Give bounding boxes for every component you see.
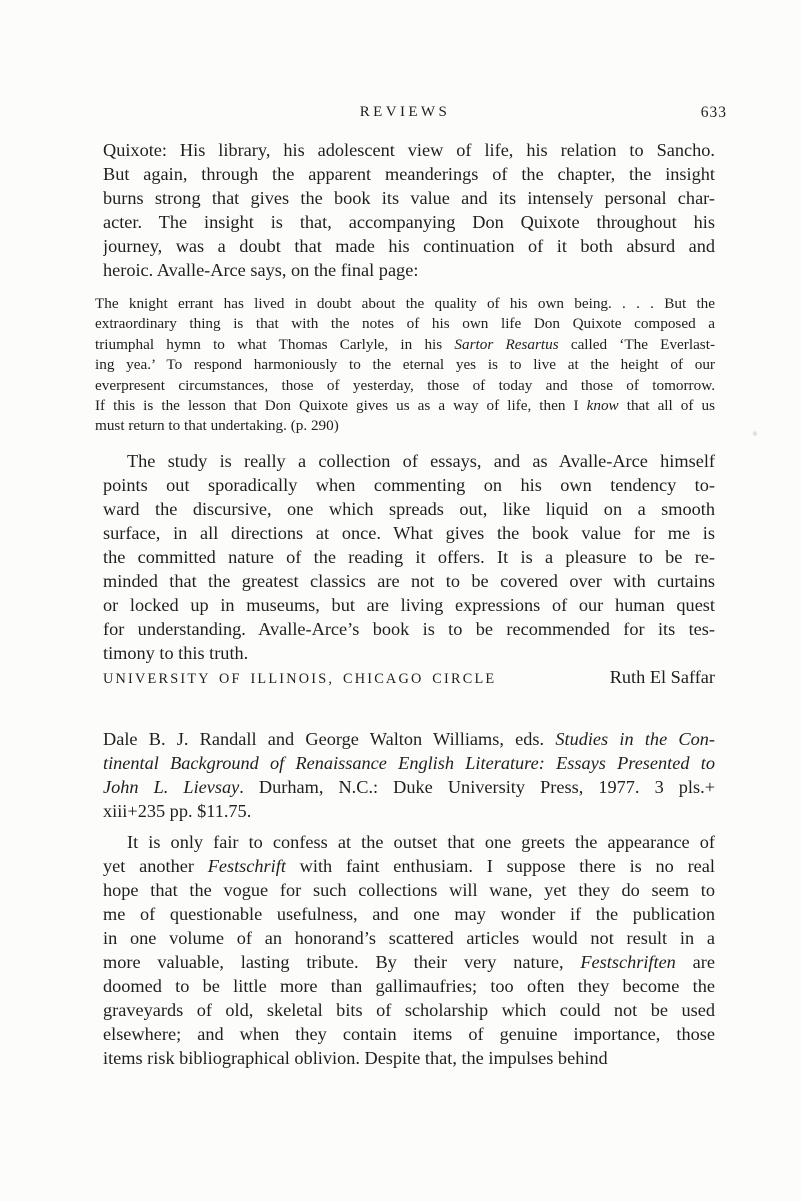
paragraph-block	[103, 830, 715, 1070]
italic-text: John L. Lievsay	[103, 776, 240, 797]
citation-block	[103, 727, 715, 823]
text-line	[103, 186, 715, 210]
text-line	[103, 234, 715, 258]
italic-text: Studies in the Con-	[555, 728, 715, 749]
text-line	[103, 593, 715, 617]
text-segment: are	[675, 951, 715, 972]
text-line	[103, 521, 715, 545]
text-segment: timony to this truth.	[103, 642, 249, 663]
text-segment: burns strong that gives the book its value and its intensely personal char-	[103, 188, 715, 208]
text-segment: that all of us	[618, 396, 715, 414]
paragraph-block	[103, 138, 715, 282]
text-line	[103, 998, 715, 1022]
text-line	[103, 751, 715, 775]
text-segment: extraordinary thing is that with the notes of his own life Don Quixote composed a	[95, 315, 715, 333]
text-segment: ward the discursive, one which spreads out, like liquid on a smooth	[103, 498, 715, 519]
text-line	[103, 854, 715, 878]
quote-block	[95, 294, 715, 437]
text-segment: points out sporadically when commenting on his own tendency to-	[103, 474, 715, 495]
page-number: 633	[700, 104, 727, 121]
text-segment: items risk bibliographical oblivion. Despite that, the impulses behind	[103, 1047, 608, 1068]
text-segment: hope that the vogue for such collections will wane, yet they do seem to	[103, 879, 715, 900]
text-segment: heroic. Avalle-Arce says, on the final page:	[103, 260, 419, 280]
text-segment: called ‘The Everlast-	[558, 335, 715, 353]
text-line	[103, 902, 715, 926]
italic-text: Festschriften	[580, 951, 676, 972]
text-line	[103, 497, 715, 521]
text-line	[95, 416, 715, 436]
italic-text: Sartor Resartus	[454, 335, 559, 353]
text-segment: in one volume of an honorand’s scattered articles would not result in a	[103, 927, 715, 948]
text-line	[95, 355, 715, 375]
text-line	[103, 1022, 715, 1046]
paragraph-block	[103, 449, 715, 665]
running-head-title: REVIEWS	[359, 104, 451, 120]
text-segment: or locked up in museums, but are living expressions of our human quest	[103, 594, 715, 615]
text-segment: minded that the greatest classics are not to be covered over with curtains	[103, 570, 715, 591]
text-line	[95, 376, 715, 396]
signature-author: Ruth El Saffar	[609, 666, 715, 687]
text-segment: me of questionable usefulness, and one may wonder if the publication	[103, 903, 715, 924]
text-segment: surface, in all directions at once. What gives the book value for me is	[103, 522, 715, 543]
signature-institution: UNIVERSITY OF ILLINOIS, CHICAGO CIRCLE	[103, 670, 497, 687]
text-segment: doomed to be little more than gallimaufries; too often they become the	[103, 975, 715, 996]
text-segment: for understanding. Avalle-Arce’s book is to be recommended for its tes-	[103, 618, 715, 639]
text-segment: the committed nature of the reading it offers. It is a pleasure to be re-	[103, 546, 715, 567]
text-line	[103, 569, 715, 593]
text-line	[103, 926, 715, 950]
text-line	[103, 449, 715, 473]
text-segment: elsewhere; and when they contain items of genuine importance, those	[103, 1023, 715, 1044]
text-segment: xiii+235 pp. $11.75.	[103, 800, 252, 821]
text-segment: must return to that undertaking. (p. 290)	[95, 417, 339, 435]
text-segment: acter. The insight is that, accompanying Don Quixote throughout his	[103, 212, 715, 232]
text-segment: If this is the lesson that Don Quixote gives us as a way of life, then I	[95, 396, 587, 414]
text-line	[95, 396, 715, 416]
text-line	[103, 1046, 715, 1070]
italic-text: tinental Background of Renaissance English Literature: Essays Presented to	[103, 752, 715, 773]
text-segment: triumphal hymn to what Thomas Carlyle, in his	[95, 335, 455, 353]
text-line	[103, 545, 715, 569]
text-line	[103, 258, 715, 282]
text-line	[103, 162, 715, 186]
text-line	[95, 314, 715, 334]
text-segment: It is only fair to confess at the outset that one greets the appearance of	[127, 831, 715, 852]
text-line	[103, 950, 715, 974]
text-segment: everpresent circumstances, those of yesterday, those of today and those of tomorrow.	[95, 376, 715, 394]
text-segment: ing yea.’ To respond harmoniously to the eternal yes is to live at the height of our	[95, 356, 715, 374]
text-column	[95, 104, 727, 1070]
text-line	[103, 641, 715, 665]
text-segment: . Durham, N.C.: Duke University Press, 1977. 3 pls.+	[239, 776, 715, 797]
italic-text: Festschrift	[207, 855, 286, 876]
text-segment: The study is really a collection of essays, and as Avalle-Arce himself	[127, 450, 715, 471]
text-segment: more valuable, lasting tribute. By their very nature,	[103, 951, 581, 972]
text-line	[95, 294, 715, 314]
italic-text: know	[586, 396, 619, 414]
text-segment: Quixote: His library, his adolescent view of life, his relation to Sancho.	[103, 140, 715, 160]
text-line	[103, 210, 715, 234]
running-head	[95, 104, 727, 126]
text-line	[103, 799, 715, 823]
text-segment: But again, through the apparent meanderings of the chapter, the insight	[103, 164, 715, 184]
text-segment: journey, was a doubt that made his continuation of it both absurd and	[103, 236, 715, 256]
text-segment: The knight errant has lived in doubt about the quality of his own being. . . . But the	[95, 295, 715, 312]
text-line	[103, 617, 715, 641]
text-segment: yet another	[103, 855, 208, 876]
text-line	[103, 974, 715, 998]
text-segment: Dale B. J. Randall and George Walton Williams, eds.	[103, 728, 556, 749]
text-line	[103, 138, 715, 162]
text-line	[103, 775, 715, 799]
text-line	[103, 727, 715, 751]
text-line	[103, 878, 715, 902]
text-line	[103, 830, 715, 854]
text-segment: graveyards of old, skeletal bits of scholarship which could not be used	[103, 999, 715, 1020]
text-line	[103, 473, 715, 497]
text-line	[95, 335, 715, 355]
signature-block	[103, 665, 715, 689]
scan-speck	[752, 430, 758, 437]
text-segment: with faint enthusiam. I suppose there is no real	[285, 855, 715, 876]
